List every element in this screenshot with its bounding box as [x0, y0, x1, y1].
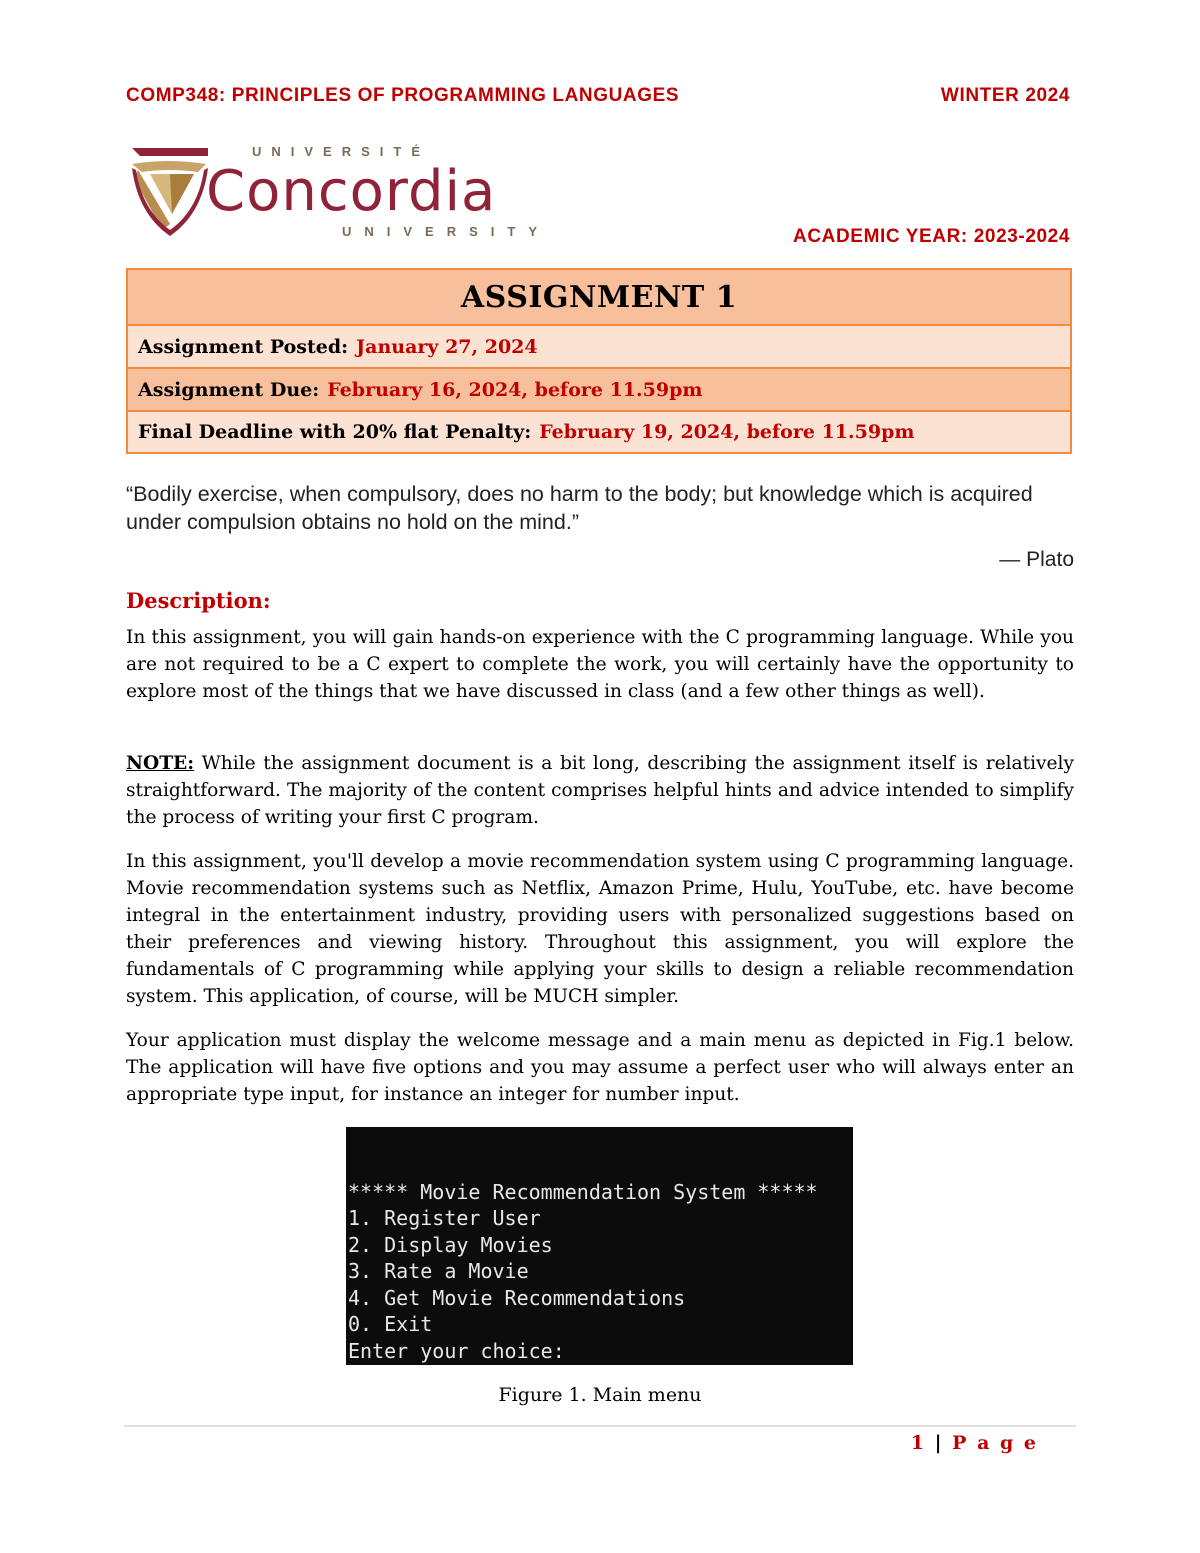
terminal-line: 2. Display Movies — [348, 1232, 553, 1257]
table-row-posted — [128, 324, 1070, 367]
table-row-due — [128, 367, 1070, 410]
terminal-main-menu-figure — [346, 1127, 853, 1365]
concordia-shield-icon — [128, 144, 214, 240]
note-label: NOTE: — [126, 753, 195, 774]
note-paragraph — [126, 750, 1074, 831]
page-separator: | — [934, 1432, 944, 1454]
terminal-line: 1. Register User — [348, 1206, 541, 1230]
terminal-line: Enter your choice: — [348, 1338, 565, 1363]
due-date: February 16, 2024, before 11.59pm — [327, 378, 703, 401]
assignment-info-table — [126, 268, 1072, 454]
page-number — [911, 1432, 1038, 1454]
assignment-title-row — [128, 270, 1070, 324]
final-deadline-date: February 19, 2024, before 11.59pm — [539, 421, 915, 443]
table-row-final-deadline — [128, 410, 1070, 452]
posted-date: January 27, 2024 — [356, 335, 538, 358]
logo-concordia-text: Concordia — [206, 159, 497, 224]
note-text: While the assignment document is a bit long, describing the assignment itself is relatively straightforward. The majority of the content comprises helpful hints and advice intended to simplify the process of writing your first C program. — [126, 753, 1074, 828]
term-label: WINTER 2024 — [940, 85, 1070, 106]
quote-author: — Plato — [999, 548, 1074, 571]
academic-year: ACADEMIC YEAR: 2023-2024 — [793, 226, 1070, 247]
description-paragraph-4: Your application must display the welcome message and a main menu as depicted in Fig.1 below. The application will have five options and you may assume a perfect user who will always enter an appropriate type input, for instance an integer for number input. — [126, 1030, 1074, 1105]
terminal-line: 4. Get Movie Recommendations — [348, 1285, 686, 1310]
description-paragraph-1: In this assignment, you will gain hands-on experience with the C programming language. While you are not required to be a C expert to complete the work, you will certainly have the opportunity to explore most of the things that we have discussed in class (and a few other things as well). — [126, 627, 1074, 702]
final-deadline-label: Final Deadline with 20% flat Penalty: — [138, 421, 532, 443]
concordia-logo — [128, 140, 551, 240]
footer-divider — [124, 1425, 1076, 1427]
figure-caption: Figure 1. Main menu — [498, 1384, 702, 1406]
terminal-line: 0. Exit — [348, 1312, 433, 1336]
assignment-title: ASSIGNMENT 1 — [460, 279, 738, 315]
description-paragraph-3: In this assignment, you'll develop a movie recommendation system using C programming language. Movie recommendation systems such as Netflix, Amazon Prime, Hulu, YouTube, etc. have become integral in the entertainment industry, providing users with personalized suggestions based on their preferences and viewing history. Throughout this assignment, you will explore the fundamentals of C programming while applying your skills to design a reliable recommendation system. This application, of course, will be MUCH simpler. — [126, 851, 1074, 1007]
terminal-line: ***** Movie Recommendation System ***** — [348, 1179, 818, 1204]
course-title: COMP348: PRINCIPLES OF PROGRAMMING LANGUAGES — [126, 85, 680, 106]
posted-label: Assignment Posted: — [138, 335, 349, 358]
description-heading: Description: — [126, 588, 271, 613]
quote-text: “Bodily exercise, when compulsory, does no harm to the body; but knowledge which is acquired under compulsion obtains no hold on the mind.” — [126, 482, 1033, 534]
due-label: Assignment Due: — [138, 378, 320, 401]
page-label: P a g e — [952, 1432, 1038, 1454]
logo-university-text: UNIVERSITY — [342, 224, 551, 239]
logo-universite-text: UNIVERSITÉ — [252, 144, 431, 159]
page-number-value: 1 — [910, 1432, 926, 1454]
terminal-line: 3. Rate a Movie — [348, 1259, 529, 1283]
